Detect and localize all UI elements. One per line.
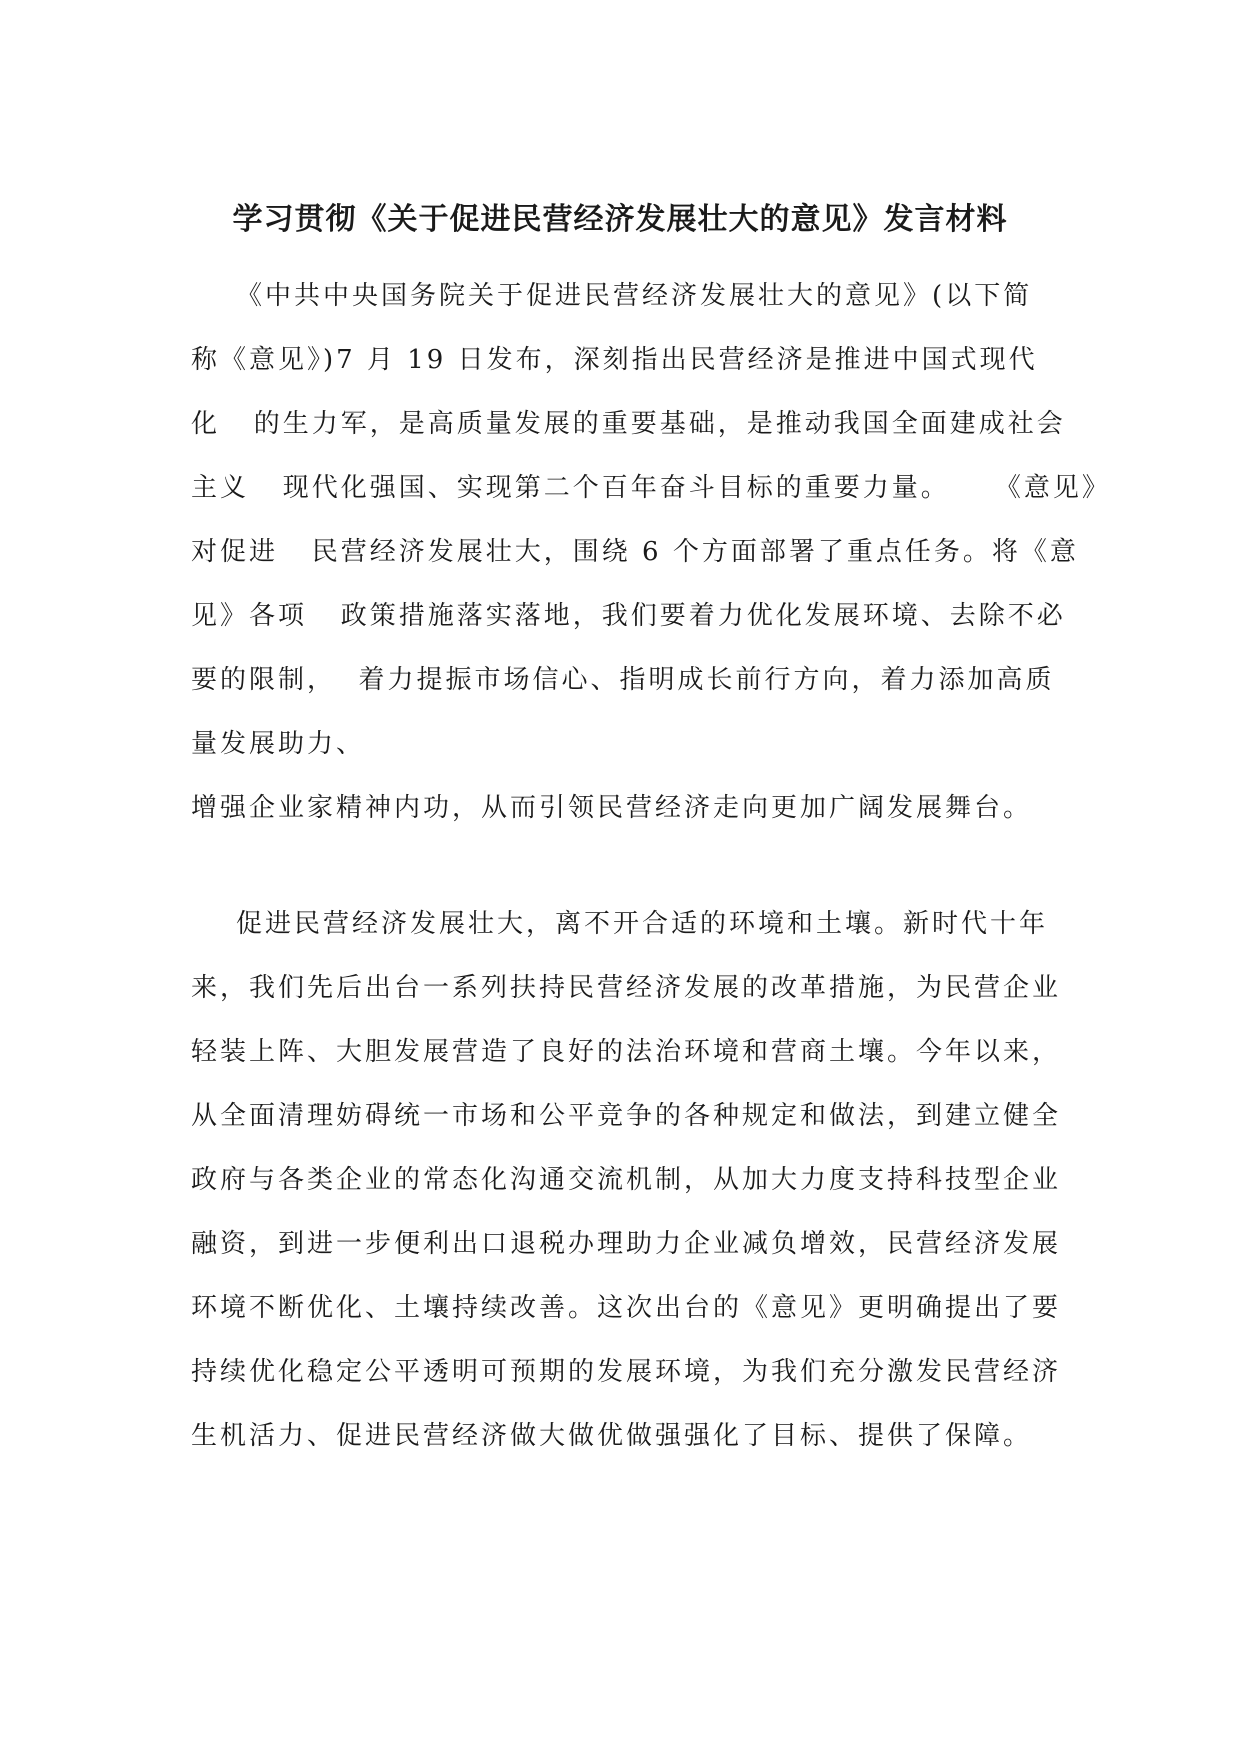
paragraph-line: 《中共中央国务院关于促进民营经济发展壮大的意见》(以下简 bbox=[191, 281, 1033, 311]
paragraph-line: 称《意见》)7 月 19 日发布，深刻指出民营经济是推进中国式现代 bbox=[191, 345, 1038, 375]
paragraph-line: 化 的生力军，是高质量发展的重要基础，是推动我国全面建成社会 bbox=[191, 409, 1066, 439]
paragraph-line: 政府与各类企业的常态化沟通交流机制，从加大力度支持科技型企业 bbox=[191, 1165, 1062, 1195]
paragraph-line: 持续优化稳定公平透明可预期的发展环境，为我们充分激发民营经济 bbox=[191, 1357, 1062, 1387]
paragraph-line: 从全面清理妨碍统一市场和公平竞争的各种规定和做法，到建立健全 bbox=[191, 1101, 1062, 1131]
paragraph-1 bbox=[191, 264, 1111, 840]
paragraph-line: 量发展助力、 bbox=[191, 729, 366, 759]
paragraph-line: 来，我们先后出台一系列扶持民营经济发展的改革措施，为民营企业 bbox=[191, 973, 1062, 1003]
paragraph-line: 主义 现代化强国、实现第二个百年奋斗目标的重要力量。 《意见》 bbox=[191, 473, 1111, 503]
paragraph-line: 环境不断优化、土壤持续改善。这次出台的《意见》更明确提出了要 bbox=[191, 1293, 1062, 1323]
document-title: 学习贯彻《关于促进民营经济发展壮大的意见》发言材料 bbox=[232, 202, 1008, 237]
paragraph-line: 要的限制， 着力提振市场信心、指明成长前行方向，着力添加高质 bbox=[191, 665, 1055, 695]
paragraph-line: 轻装上阵、大胆发展营造了良好的法治环境和营商土壤。今年以来， bbox=[191, 1037, 1062, 1067]
paragraph-line: 生机活力、促进民营经济做大做优做强强化了目标、提供了保障。 bbox=[191, 1421, 1033, 1451]
paragraph-line: 见》各项 政策措施落实落地，我们要着力优化发展环境、去除不必 bbox=[191, 601, 1066, 631]
paragraph-line: 融资，到进一步便利出口退税办理助力企业减负增效，民营经济发展 bbox=[191, 1229, 1062, 1259]
paragraph-line: 促进民营经济发展壮大，离不开合适的环境和土壤。新时代十年 bbox=[191, 909, 1049, 939]
paragraph-line: 增强企业家精神内功，从而引领民营经济走向更加广阔发展舞台。 bbox=[191, 793, 1033, 823]
paragraph-line: 对促进 民营经济发展壮大，围绕 6 个方面部署了重点任务。将《意 bbox=[191, 537, 1079, 567]
paragraph-2 bbox=[191, 892, 1061, 1468]
